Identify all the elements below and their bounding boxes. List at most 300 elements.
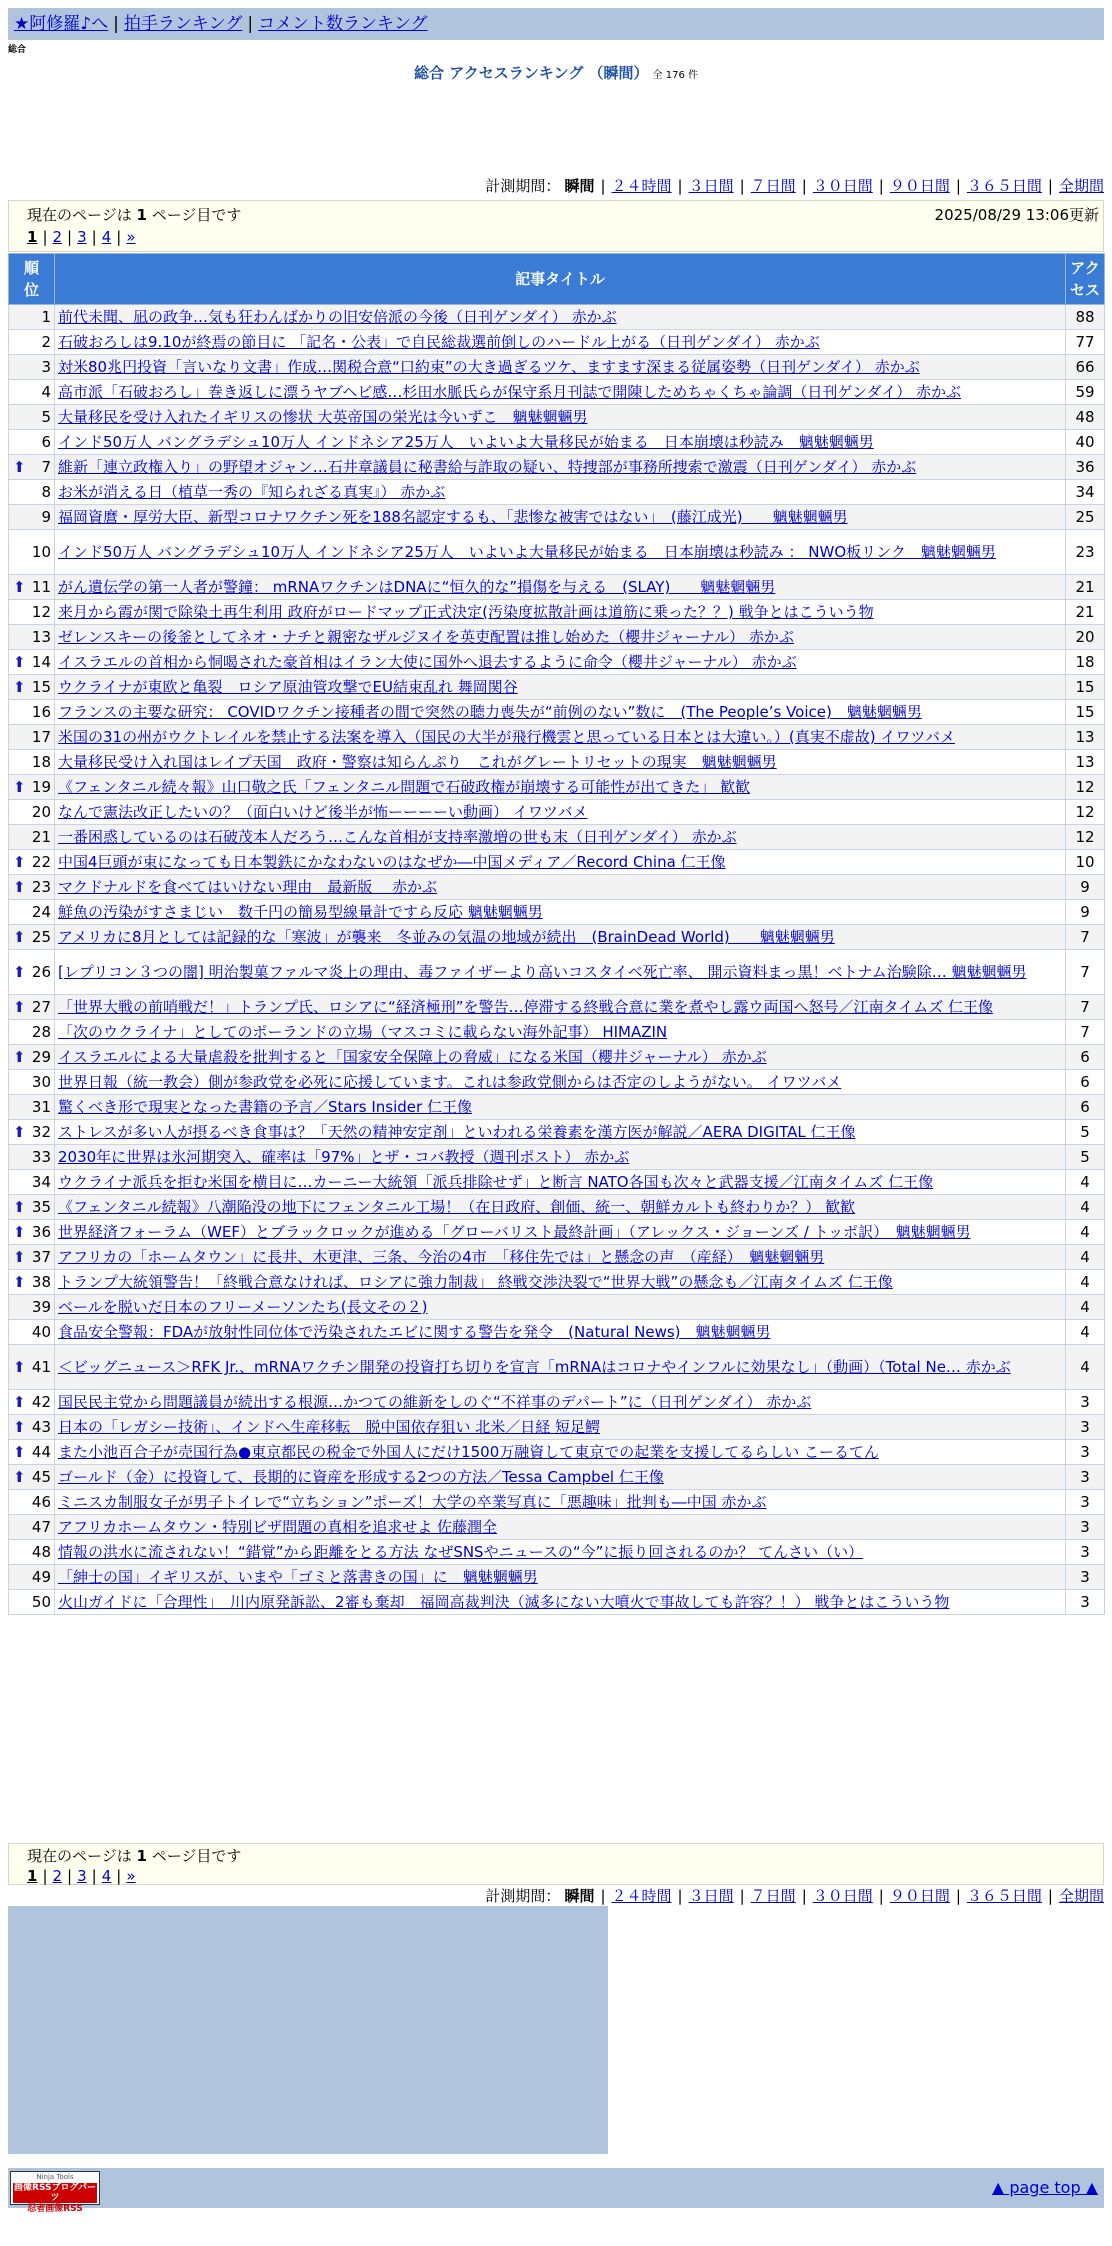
- rank-number: 22: [31, 853, 51, 871]
- rank-number: 37: [31, 1248, 51, 1266]
- rank-up-arrow-icon: ⬆: [13, 653, 26, 671]
- rank-cell: [9, 1145, 55, 1170]
- title-cell: [55, 1095, 1066, 1120]
- rank-number: 12: [31, 603, 51, 621]
- rank-number: 1: [41, 308, 51, 326]
- article-link[interactable]: なんで憲法改正したいの？（面白いけど後半が怖ーーーーい動画） イワツバメ: [58, 803, 588, 821]
- table-row: [9, 430, 1105, 455]
- access-count-cell: 15: [1066, 700, 1105, 725]
- rank-number: 2: [41, 333, 51, 351]
- page-top-link[interactable]: ▲ page top ▲: [991, 2178, 1098, 2197]
- period-link[interactable]: ９０日間: [889, 1887, 950, 1905]
- rank-cell: [9, 330, 55, 355]
- period-link[interactable]: ９０日間: [889, 177, 950, 195]
- table-row: [9, 455, 1105, 480]
- article-link[interactable]: 驚くべき形で現実となった書籍の予言／Stars Insider 仁王像: [58, 1098, 472, 1116]
- title-cell: [55, 1220, 1066, 1245]
- pager-separator: |: [91, 228, 97, 246]
- rank-cell: [9, 530, 55, 575]
- table-row: [9, 650, 1105, 675]
- rank-cell: [9, 700, 55, 725]
- pager-page-link[interactable]: 3: [77, 1867, 87, 1885]
- rank-number: 36: [31, 1223, 51, 1241]
- rank-cell: [9, 775, 55, 800]
- rank-number: 5: [41, 408, 51, 426]
- article-link[interactable]: ストレスが多い人が摂るべき食事は？「天然の精神安定剤」といわれる栄養素を漢方医が解説／AERA DIGITAL 仁王像: [58, 1123, 856, 1141]
- rank-number: 27: [31, 998, 51, 1016]
- table-row: [9, 1390, 1105, 1415]
- rank-number: 50: [31, 1593, 51, 1611]
- rank-up-arrow-icon: ⬆: [13, 1123, 26, 1141]
- article-link[interactable]: ウクライナ派兵を拒む米国を横目に…カーニー大統領「派兵排除せず」と断言 NATO各国も次々と武器支援／江南タイムズ 仁王像: [58, 1173, 934, 1191]
- ranking-table: [8, 253, 1105, 1615]
- article-link[interactable]: 福岡資麿・厚労大臣、新型コロナワクチン死を188名認定するも、「悲惨な被害ではない」 (藤江成光) 魑魅魍魎男: [58, 508, 848, 526]
- rank-cell: [9, 505, 55, 530]
- title-cell: [55, 675, 1066, 700]
- pager-page-link[interactable]: 2: [52, 228, 63, 246]
- nav-separator: |: [247, 14, 254, 34]
- rank-up-arrow-icon: ⬆: [13, 1248, 26, 1266]
- pager-separator: |: [67, 228, 73, 246]
- rank-number: 17: [31, 728, 51, 746]
- period-link[interactable]: 全期間: [1058, 1887, 1104, 1905]
- title-cell: [55, 850, 1066, 875]
- rank-up-arrow-icon: ⬆: [13, 778, 26, 796]
- access-count-cell: 40: [1066, 430, 1105, 455]
- article-link[interactable]: 2030年に世界は氷河期突入、確率は「97%」とザ・コバ教授（週刊ポスト） 赤かぶ: [58, 1148, 630, 1166]
- article-link[interactable]: インド50万人 バングラデシュ10万人 インドネシア25万人 いよいよ大量移民が始まる 日本崩壊は秒読み ： NWO板リンク 魑魅魍魎男: [58, 543, 996, 561]
- access-column-header: アクセス: [1066, 254, 1105, 305]
- rank-cell: [9, 800, 55, 825]
- access-count-cell: 5: [1066, 1145, 1105, 1170]
- rank-cell: [9, 995, 55, 1020]
- title-cell: [55, 700, 1066, 725]
- title-cell: [55, 1515, 1066, 1540]
- page-title: [0, 62, 1112, 87]
- rank-cell: [9, 925, 55, 950]
- rss-widget-logo[interactable]: Ninja Tools 画像RSSブログパーツ 忍者画像RSS: [10, 2171, 100, 2205]
- access-count-cell: 3: [1066, 1590, 1105, 1615]
- article-link[interactable]: 対米80兆円投資「言いなり文書」作成…関税合意“口約束”の大き過ぎるツケ、ますます深まる従属姿勢（日刊ゲンダイ） 赤かぶ: [58, 358, 920, 376]
- page-status-top: [8, 200, 1104, 252]
- article-link[interactable]: アメリカに8月としては記録的な「寒波」が襲来 冬並みの気温の地域が続出 (BrainDead World) 魑魅魍魎男: [58, 928, 835, 946]
- rank-number: 28: [31, 1023, 51, 1041]
- access-count-cell: 3: [1066, 1540, 1105, 1565]
- article-link[interactable]: 日本の「レガシー技術」、インドへ生産移転 脱中国依存狙い 北米／日経 短足鰐: [58, 1418, 601, 1436]
- table-header-row: [9, 254, 1105, 305]
- article-link[interactable]: アフリカホームタウン・特別ビザ問題の真相を追求せよ 佐藤潤全: [58, 1518, 498, 1536]
- title-cell: [55, 1070, 1066, 1095]
- table-row: [9, 1295, 1105, 1320]
- table-row: [9, 1170, 1105, 1195]
- access-count-cell: 9: [1066, 875, 1105, 900]
- rank-cell: [9, 725, 55, 750]
- access-count-cell: 9: [1066, 900, 1105, 925]
- title-cell: [55, 725, 1066, 750]
- article-link[interactable]: [レプリコン３つの闇] 明治製菓ファルマ炎上の理由、毒ファイザーより高いコスタイベ死亡率、 開示資料まっ黒！ベトナム治験除… 魑魅魍魎男: [58, 963, 1027, 981]
- rank-number: 46: [31, 1493, 51, 1511]
- rank-number: 14: [31, 653, 51, 671]
- title-cell: [55, 1565, 1066, 1590]
- nav-home-link[interactable]: ★阿修羅♪へ: [14, 14, 109, 34]
- rank-up-arrow-icon: ⬆: [13, 1198, 26, 1216]
- table-row: [9, 1020, 1105, 1045]
- access-count-cell: 4: [1066, 1220, 1105, 1245]
- period-link[interactable]: 全期間: [1058, 177, 1104, 195]
- table-row: [9, 355, 1105, 380]
- rank-up-arrow-icon: ⬆: [13, 1418, 26, 1436]
- rank-number: 20: [31, 803, 51, 821]
- title-cell: [55, 1390, 1066, 1415]
- article-link[interactable]: マクドナルドを食べてはいけない理由 最新版 赤かぶ: [58, 878, 438, 896]
- rank-number: 21: [31, 828, 51, 846]
- title-cell: [55, 950, 1066, 995]
- article-link[interactable]: 国民民主党から問題議員が続出する根源…かつての維新をしのぐ“不祥事のデパート”に（日刊ゲンダイ） 赤かぶ: [58, 1393, 812, 1411]
- title-cell: [55, 405, 1066, 430]
- table-row: [9, 380, 1105, 405]
- pager-next-link[interactable]: »: [126, 1867, 136, 1885]
- page-status-bottom: [8, 1843, 1104, 1885]
- access-count-cell: 5: [1066, 1120, 1105, 1145]
- title-cell: [55, 775, 1066, 800]
- table-row: [9, 1590, 1105, 1615]
- table-row: [9, 825, 1105, 850]
- rank-cell: [9, 900, 55, 925]
- rank-number: 26: [31, 963, 51, 981]
- rank-up-arrow-icon: ⬆: [13, 1443, 26, 1461]
- article-link[interactable]: 来月から霞が関で除染土再生利用 政府がロードマップ正式決定(汚染度拡散計画は道筋に乗った？？) 戦争とはこういう物: [58, 603, 874, 621]
- rank-number: 13: [31, 628, 51, 646]
- article-link[interactable]: 世界経済フォーラム（WEF）とブラックロックが進める「グローバリスト最終計画」（アレックス・ジョーンズ / トッポ訳） 魑魅魍魎男: [58, 1223, 971, 1241]
- table-row: [9, 330, 1105, 355]
- article-link[interactable]: 「世界大戦の前哨戦だ！」トランプ氏、ロシアに“経済極刑”を警告…停滞する終戦合意に業を煮やし露ウ両国へ怒号／江南タイムズ 仁王像: [58, 998, 994, 1016]
- pager-page-link[interactable]: 3: [77, 228, 87, 246]
- rank-number: 3: [41, 358, 51, 376]
- pager-page-link[interactable]: 4: [101, 1867, 112, 1885]
- pager-current-page[interactable]: 1: [27, 228, 38, 246]
- access-count-cell: 88: [1066, 305, 1105, 330]
- title-cell: [55, 995, 1066, 1020]
- article-link[interactable]: 《フェンタニル続報》八潮陥没の地下にフェンタニル工場！（在日政府、創価、統一、朝鮮カルトも終わりか？） 歓歓: [58, 1198, 856, 1216]
- period-link[interactable]: ７日間: [750, 177, 796, 195]
- title-cell: [55, 1345, 1066, 1390]
- pager-bottom: [27, 1866, 136, 1886]
- access-count-cell: 3: [1066, 1565, 1105, 1590]
- rank-number: 19: [31, 778, 51, 796]
- table-row: [9, 1070, 1105, 1095]
- pager-next-link[interactable]: »: [126, 228, 136, 246]
- table-row: [9, 750, 1105, 775]
- rank-number: 38: [31, 1273, 51, 1291]
- rank-number: 29: [31, 1048, 51, 1066]
- rank-number: 47: [31, 1518, 51, 1536]
- article-link[interactable]: イスラエルの首相から恫喝された豪首相はイラン大使に国外へ退去するように命令（櫻井ジャーナル） 赤かぶ: [58, 653, 797, 671]
- title-cell: [55, 1465, 1066, 1490]
- article-link[interactable]: 情報の洪水に流されない！“錯覚”から距離をとる方法 なぜSNSやニュースの“今”に振り回されるのか？ てんさい（い）: [58, 1543, 864, 1561]
- access-count-cell: 3: [1066, 1515, 1105, 1540]
- title-cell: [55, 1020, 1066, 1045]
- rank-cell: [9, 1020, 55, 1045]
- title-cell: [55, 1170, 1066, 1195]
- access-count-cell: 10: [1066, 850, 1105, 875]
- rank-number: 23: [31, 878, 51, 896]
- pager-current-page[interactable]: 1: [27, 1867, 38, 1885]
- rank-number: 24: [31, 903, 51, 921]
- period-link[interactable]: ３０日間: [812, 1887, 873, 1905]
- article-link[interactable]: イスラエルによる大量虐殺を批判すると「国家安全保障上の脅威」になる米国（櫻井ジャーナル） 赤かぶ: [58, 1048, 767, 1066]
- period-separator: |: [878, 1887, 884, 1905]
- rank-cell: [9, 1540, 55, 1565]
- article-link[interactable]: 一番困惑しているのは石破茂本人だろう…こんな首相が支持率激増の世も末（日刊ゲンダイ） 赤かぶ: [58, 828, 737, 846]
- access-count-cell: 4: [1066, 1170, 1105, 1195]
- access-count-cell: 3: [1066, 1415, 1105, 1440]
- period-separator: |: [955, 1887, 961, 1905]
- period-link[interactable]: ３日間: [688, 177, 734, 195]
- pager-separator: |: [116, 228, 122, 246]
- rank-cell: [9, 875, 55, 900]
- rank-cell: [9, 1070, 55, 1095]
- title-cell: [55, 750, 1066, 775]
- rank-cell: [9, 1390, 55, 1415]
- article-link[interactable]: 前代未聞、凪の政争…気も狂わんばかりの旧安倍派の今後（日刊ゲンダイ） 赤かぶ: [58, 308, 617, 326]
- rank-cell: [9, 1465, 55, 1490]
- table-row: [9, 405, 1105, 430]
- article-link[interactable]: 鮮魚の汚染がすさまじい 数千円の簡易型線量計ですら反応 魑魅魍魎男: [58, 903, 543, 921]
- access-count-cell: 7: [1066, 950, 1105, 995]
- rank-cell: [9, 405, 55, 430]
- access-count-cell: 21: [1066, 600, 1105, 625]
- title-cell: [55, 575, 1066, 600]
- pager-top: [27, 227, 136, 247]
- rank-number: 30: [31, 1073, 51, 1091]
- access-count-cell: 3: [1066, 1440, 1105, 1465]
- table-row: [9, 575, 1105, 600]
- access-count-cell: 7: [1066, 1020, 1105, 1045]
- access-count-cell: 4: [1066, 1345, 1105, 1390]
- article-link[interactable]: トランプ大統領警告！「終戦合意なければ、ロシアに強力制裁」 終戦交渉決裂で“世界大戦”の懸念も／江南タイムズ 仁王像: [58, 1273, 893, 1291]
- table-row: [9, 775, 1105, 800]
- article-link[interactable]: ウクライナが東欧と亀裂 ロシア原油管攻撃でEU結束乱れ 舞岡関谷: [58, 678, 518, 696]
- rank-number: 39: [31, 1298, 51, 1316]
- article-link[interactable]: がん遺伝学の第一人者が警鐘： mRNAワクチンはDNAに“恒久的な”損傷を与える (SLAY) 魑魅魍魎男: [58, 578, 776, 596]
- rank-number: 41: [31, 1358, 51, 1376]
- title-cell: [55, 430, 1066, 455]
- table-row: [9, 1270, 1105, 1295]
- article-link[interactable]: 「次のウクライナ」としてのポーランドの立場（マスコミに載らない海外記事） HIMAZIN: [58, 1023, 668, 1041]
- article-link[interactable]: 大量移民受け入れ国はレイプ天国 政府・警察は知らんぷり これがグレートリセットの現実 魑魅魍魎男: [58, 753, 777, 771]
- rank-number: 33: [31, 1148, 51, 1166]
- access-count-cell: 18: [1066, 650, 1105, 675]
- period-link[interactable]: ２４時間: [611, 177, 672, 195]
- access-count-cell: 13: [1066, 750, 1105, 775]
- rank-up-arrow-icon: ⬆: [13, 458, 26, 476]
- title-cell: [55, 825, 1066, 850]
- category-label: 総合: [8, 45, 27, 55]
- article-link[interactable]: 石破おろしは9.10が終焉の節目に 「記名・公表」で自民総裁選前倒しのハードル上がる（日刊ゲンダイ） 赤かぶ: [58, 333, 820, 351]
- ad-placeholder: [8, 1906, 608, 2154]
- title-cell: [55, 355, 1066, 380]
- rank-cell: [9, 825, 55, 850]
- rank-up-arrow-icon: ⬆: [13, 1358, 26, 1376]
- rank-up-arrow-icon: ⬆: [13, 678, 26, 696]
- rank-cell: [9, 430, 55, 455]
- title-cell: [55, 480, 1066, 505]
- total-count: 全 176 件: [652, 70, 698, 81]
- page-indicator: 現在のページは 1 ページ目です: [27, 1847, 242, 1865]
- title-cell: [55, 1195, 1066, 1220]
- article-link[interactable]: 高市派「石破おろし」巻き返しに漂うヤブヘビ感…杉田水脈氏らが保守系月刊誌で開陳しためちゃくちゃ論調（日刊ゲンダイ） 赤かぶ: [58, 383, 961, 401]
- rank-up-arrow-icon: ⬆: [13, 998, 26, 1016]
- article-link[interactable]: 維新「連立政権入り」の野望オジャン…石井章議員に秘書給与詐取の疑い、特捜部が事務所捜索で激震（日刊ゲンダイ） 赤かぶ: [58, 458, 917, 476]
- rank-up-arrow-icon: ⬆: [13, 1273, 26, 1291]
- rank-cell: [9, 1120, 55, 1145]
- nav-comment-ranking-link[interactable]: コメント数ランキング: [258, 14, 428, 34]
- article-link[interactable]: フランスの主要な研究： COVIDワクチン接種者の間で突然の聴力喪失が“前例のない”数に (The People’s Voice) 魑魅魍魎男: [58, 703, 922, 721]
- rank-number: 6: [41, 433, 51, 451]
- access-count-cell: 6: [1066, 1045, 1105, 1070]
- access-count-cell: 4: [1066, 1295, 1105, 1320]
- article-link[interactable]: 「紳士の国」イギリスが、いまや「ゴミと落書きの国」に 魑魅魍魎男: [58, 1568, 538, 1586]
- table-row: [9, 1540, 1105, 1565]
- pager-separator: |: [91, 1867, 97, 1885]
- access-count-cell: 4: [1066, 1270, 1105, 1295]
- rank-number: 8: [41, 483, 51, 501]
- period-link[interactable]: ７日間: [750, 1887, 796, 1905]
- rank-up-arrow-icon: ⬆: [13, 1223, 26, 1241]
- access-count-cell: 4: [1066, 1245, 1105, 1270]
- rank-number: 40: [31, 1323, 51, 1341]
- title-cell: [55, 625, 1066, 650]
- access-count-cell: 3: [1066, 1390, 1105, 1415]
- access-count-cell: 66: [1066, 355, 1105, 380]
- title-cell: [55, 800, 1066, 825]
- title-cell: [55, 305, 1066, 330]
- table-row: [9, 925, 1105, 950]
- access-count-cell: 12: [1066, 775, 1105, 800]
- rank-cell: [9, 1415, 55, 1440]
- article-link[interactable]: ゼレンスキーの後釜としてネオ・ナチと親密なザルジヌイを英吏配置は推し始めた（櫻井ジャーナル） 赤かぶ: [58, 628, 794, 646]
- article-link[interactable]: ＜ビッグニュース＞RFK Jr.、mRNAワクチン開発の投資打ち切りを宣言「mRNAはコロナやインフルに効果なし」（動画）（Total Ne… 赤かぶ: [58, 1358, 1011, 1376]
- table-row: [9, 1440, 1105, 1465]
- footer-bar: [8, 2168, 1104, 2214]
- pager-page-link[interactable]: 2: [52, 1867, 63, 1885]
- rank-cell: [9, 750, 55, 775]
- rank-cell: [9, 1590, 55, 1615]
- rank-cell: [9, 1245, 55, 1270]
- article-link[interactable]: 中国4巨頭が束になっても日本製鉄にかなわないのはなぜか―中国メディア／Record China 仁王像: [58, 853, 726, 871]
- rank-cell: [9, 1295, 55, 1320]
- article-link[interactable]: ミニスカ制服女子が男子トイレで“立ちション”ポーズ！大学の卒業写真に「悪趣味」批判も―中国 赤かぶ: [58, 1493, 767, 1511]
- rank-number: 35: [31, 1198, 51, 1216]
- rank-number: 25: [31, 928, 51, 946]
- period-link[interactable]: ３６５日間: [966, 1887, 1042, 1905]
- nav-separator: |: [113, 14, 119, 34]
- period-current: 瞬間: [564, 1887, 595, 1905]
- rank-number: 10: [31, 543, 51, 561]
- article-link[interactable]: 世界日報（統一教会）側が参政党を必死に応援しています。これは参政党側からは否定のしようがない。 イワツバメ: [58, 1073, 842, 1091]
- access-count-cell: 15: [1066, 675, 1105, 700]
- article-link[interactable]: アフリカの「ホームタウン」に長井、木更津、三条、今治の4市 「移住先では」と懸念の声 （産経） 魑魅魍魎男: [58, 1248, 825, 1266]
- article-link[interactable]: ゴールド（金）に投資して、長期的に資産を形成する2つの方法／Tessa Campbel 仁王像: [58, 1468, 664, 1486]
- title-cell: [55, 1270, 1066, 1295]
- rank-cell: [9, 600, 55, 625]
- period-link[interactable]: ３日間: [688, 1887, 734, 1905]
- rank-up-arrow-icon: ⬆: [13, 1468, 26, 1486]
- table-row: [9, 305, 1105, 330]
- period-separator: |: [878, 177, 884, 195]
- access-count-cell: 12: [1066, 800, 1105, 825]
- table-row: [9, 1465, 1105, 1490]
- period-separator: |: [600, 177, 606, 195]
- rank-cell: [9, 455, 55, 480]
- period-link[interactable]: ３０日間: [812, 177, 873, 195]
- title-cell: [55, 1490, 1066, 1515]
- rank-cell: [9, 1320, 55, 1345]
- article-link[interactable]: インド50万人 バングラデシュ10万人 インドネシア25万人 いよいよ大量移民が始まる 日本崩壊は秒読み 魑魅魍魎男: [58, 433, 874, 451]
- title-cell: [55, 1440, 1066, 1465]
- title-cell: [55, 600, 1066, 625]
- title-cell: [55, 1540, 1066, 1565]
- access-count-cell: 4: [1066, 1320, 1105, 1345]
- ranking-title: 総合 アクセスランキング （瞬間）: [414, 64, 649, 82]
- article-link[interactable]: 火山ガイドに「合理性」 川内原発訴訟、2審も棄却 福岡高裁判決（滅多にない大噴火で事故しても許容？！） 戦争とはこういう物: [58, 1593, 950, 1611]
- period-link[interactable]: ３６５日間: [966, 177, 1042, 195]
- article-link[interactable]: また小池百合子が売国行為●東京都民の税金で外国人にだけ1500万融資して東京での起業を支援してるらしい こーるてん: [58, 1443, 879, 1461]
- nav-clap-ranking-link[interactable]: 拍手ランキング: [123, 14, 243, 34]
- rank-up-arrow-icon: ⬆: [13, 1048, 26, 1066]
- pager-separator: |: [42, 228, 48, 246]
- article-link[interactable]: ベールを脱いだ日本のフリーメーソンたち(長文その２): [58, 1298, 428, 1316]
- article-link[interactable]: 米国の31の州がウクトレイルを禁止する法案を導入（国民の大半が飛行機雲と思っている日本とは大違い。）(真実不虚故) イワツバメ: [58, 728, 956, 746]
- period-separator: |: [1047, 177, 1053, 195]
- table-row: [9, 625, 1105, 650]
- rank-cell: [9, 1270, 55, 1295]
- article-link[interactable]: 大量移民を受け入れたイギリスの惨状 大英帝国の栄光は今いずこ 魑魅魍魎男: [58, 408, 588, 426]
- article-link[interactable]: お米が消える日（植草一秀の『知られざる真実』） 赤かぶ: [58, 483, 446, 501]
- access-count-cell: 77: [1066, 330, 1105, 355]
- table-row: [9, 600, 1105, 625]
- table-row: [9, 1245, 1105, 1270]
- rank-up-arrow-icon: ⬆: [13, 578, 26, 596]
- rank-number: 31: [31, 1098, 51, 1116]
- period-separator: |: [600, 1887, 606, 1905]
- rank-cell: [9, 480, 55, 505]
- pager-separator: |: [116, 1867, 122, 1885]
- title-cell: [55, 875, 1066, 900]
- period-label: 計測期間：: [485, 1887, 561, 1905]
- title-cell: [55, 1295, 1066, 1320]
- rank-up-arrow-icon: ⬆: [13, 853, 26, 871]
- table-row: [9, 1045, 1105, 1070]
- rank-number: 4: [41, 383, 51, 401]
- access-count-cell: 36: [1066, 455, 1105, 480]
- table-row: [9, 1145, 1105, 1170]
- period-separator: |: [739, 1887, 745, 1905]
- access-count-cell: 6: [1066, 1070, 1105, 1095]
- article-link[interactable]: 《フェンタニル続々報》山口敬之氏「フェンタニル問題で石破政権が崩壊する可能性が出てきた」 歓歓: [58, 778, 751, 796]
- article-link[interactable]: 食品安全警報：FDAが放射性同位体で汚染されたエビに関する警告を発令 (Natural News) 魑魅魍魎男: [58, 1323, 771, 1341]
- period-separator: |: [801, 177, 807, 195]
- pager-page-link[interactable]: 4: [101, 228, 112, 246]
- title-cell: [55, 1045, 1066, 1070]
- period-selector-bottom: [485, 1886, 1104, 1906]
- access-count-cell: 21: [1066, 575, 1105, 600]
- title-cell: [55, 925, 1066, 950]
- rank-number: 45: [31, 1468, 51, 1486]
- rank-up-arrow-icon: ⬆: [13, 963, 26, 981]
- period-link[interactable]: ２４時間: [611, 1887, 672, 1905]
- rank-up-arrow-icon: ⬆: [13, 878, 26, 896]
